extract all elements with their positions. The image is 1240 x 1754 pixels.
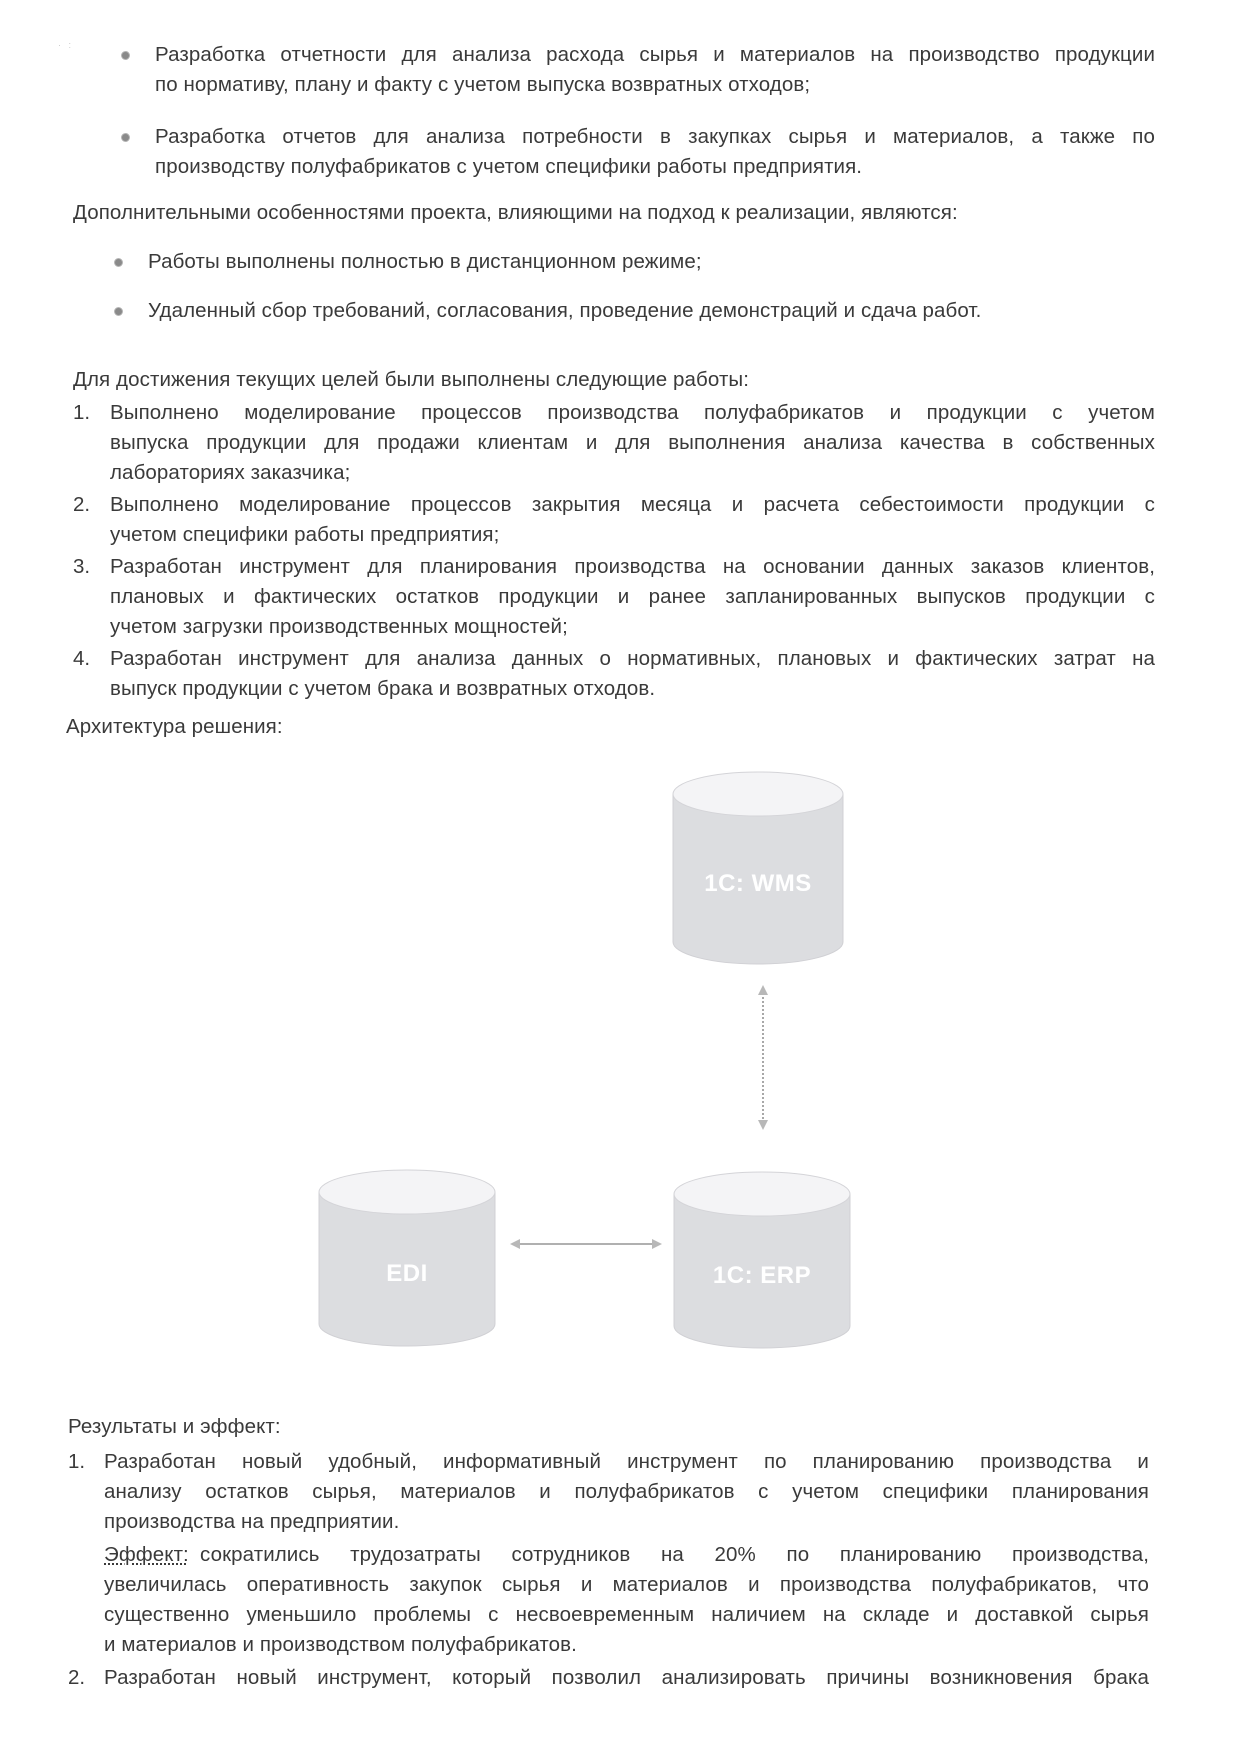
bullet-icon <box>114 307 123 316</box>
double-arrow-vertical-icon <box>753 985 773 1130</box>
architecture-heading: Архитектура решения: <box>66 715 283 738</box>
works-heading: Для достижения текущих целей были выполнены следующие работы: <box>73 368 750 391</box>
works-item-1-line-3: лабораториях заказчика; <box>110 461 351 484</box>
works-item-4-line-1: Разработан инструмент для анализа данных о нормативных, плановых и фактических затрат на <box>110 647 1155 670</box>
intro-bullet-2-line-1: Разработка отчетов для анализа потребности в закупках сырья и материалов, а также по <box>155 125 1155 148</box>
cylinder-erp-label: 1С: ERP <box>712 1262 812 1289</box>
effect-line-3: существенно уменьшило проблемы с несвоевременным наличием на складе и доставкой сырья <box>104 1603 1149 1626</box>
cylinder-wms <box>672 770 844 966</box>
results-item-1-line-1: Разработан новый удобный, информативный инструмент по планированию производства и <box>104 1450 1149 1473</box>
feature-item-1: Работы выполнены полностью в дистанционном режиме; <box>148 250 702 273</box>
results-item-1-number: 1. <box>68 1450 86 1473</box>
database-icon <box>318 1168 496 1348</box>
database-icon <box>673 1170 851 1350</box>
results-heading: Результаты и эффект: <box>68 1415 281 1438</box>
works-item-1-line-1: Выполнено моделирование процессов производства полуфабрикатов и продукции с учетом <box>110 401 1155 424</box>
works-item-3-line-2: плановых и фактических остатков продукции и ранее запланированных выпусков продукции с <box>110 585 1155 608</box>
bullet-icon <box>121 133 130 142</box>
results-item-1-line-3: производства на предприятии. <box>104 1510 400 1533</box>
feature-item-2: Удаленный сбор требований, согласования, проведение демонстраций и сдача работ. <box>148 299 982 322</box>
cylinder-edi-label: EDI <box>386 1260 428 1287</box>
works-item-1-number: 1. <box>73 401 91 424</box>
cylinder-erp <box>673 1170 851 1350</box>
works-item-4-line-2: выпуск продукции с учетом брака и возвратных отходов. <box>110 677 656 700</box>
results-item-2-number: 2. <box>68 1666 86 1689</box>
effect-line-1: сократились трудозатраты сотрудников на 20% по планированию производства, <box>200 1543 1149 1566</box>
intro-bullet-1-line-2: по нормативу, плану и факту с учетом выпуска возвратных отходов; <box>155 73 811 96</box>
effect-line-4: и материалов и производством полуфабрикатов. <box>104 1633 577 1656</box>
bullet-icon <box>121 51 130 60</box>
features-heading: Дополнительными особенностями проекта, влияющими на подход к реализации, являются: <box>73 201 958 224</box>
cylinder-edi <box>318 1168 496 1348</box>
works-item-3-number: 3. <box>73 555 91 578</box>
works-item-3-line-1: Разработан инструмент для планирования производства на основании данных заказов клиентов, <box>110 555 1155 578</box>
scan-artifact: · : <box>58 40 71 50</box>
bullet-icon <box>114 258 123 267</box>
works-item-3-line-3: учетом загрузки производственных мощностей; <box>110 615 568 638</box>
works-item-2-line-1: Выполнено моделирование процессов закрытия месяца и расчета себестоимости продукции с <box>110 493 1155 516</box>
double-arrow-horizontal-icon <box>510 1234 662 1254</box>
cylinder-wms-label: 1С: WMS <box>704 870 812 897</box>
effect-label: Эффект: <box>104 1543 189 1566</box>
intro-bullet-2-line-2: производству полуфабрикатов с учетом специфики работы предприятия. <box>155 155 863 178</box>
effect-line-2: увеличилась оперативность закупок сырья и материалов и производства полуфабрикатов, что <box>104 1573 1149 1596</box>
works-item-2-line-2: учетом специфики работы предприятия; <box>110 523 500 546</box>
results-item-2-line-1: Разработан новый инструмент, который позволил анализировать причины возникновения брака <box>104 1666 1149 1689</box>
results-item-1-line-2: анализу остатков сырья, материалов и полуфабрикатов с учетом специфики планирования <box>104 1480 1149 1503</box>
database-icon <box>672 770 844 966</box>
works-item-2-number: 2. <box>73 493 91 516</box>
intro-bullet-1-line-1: Разработка отчетности для анализа расхода сырья и материалов на производство продукции <box>155 43 1155 66</box>
works-item-4-number: 4. <box>73 647 91 670</box>
works-item-1-line-2: выпуска продукции для продажи клиентам и для выполнения анализа качества в собственных <box>110 431 1155 454</box>
